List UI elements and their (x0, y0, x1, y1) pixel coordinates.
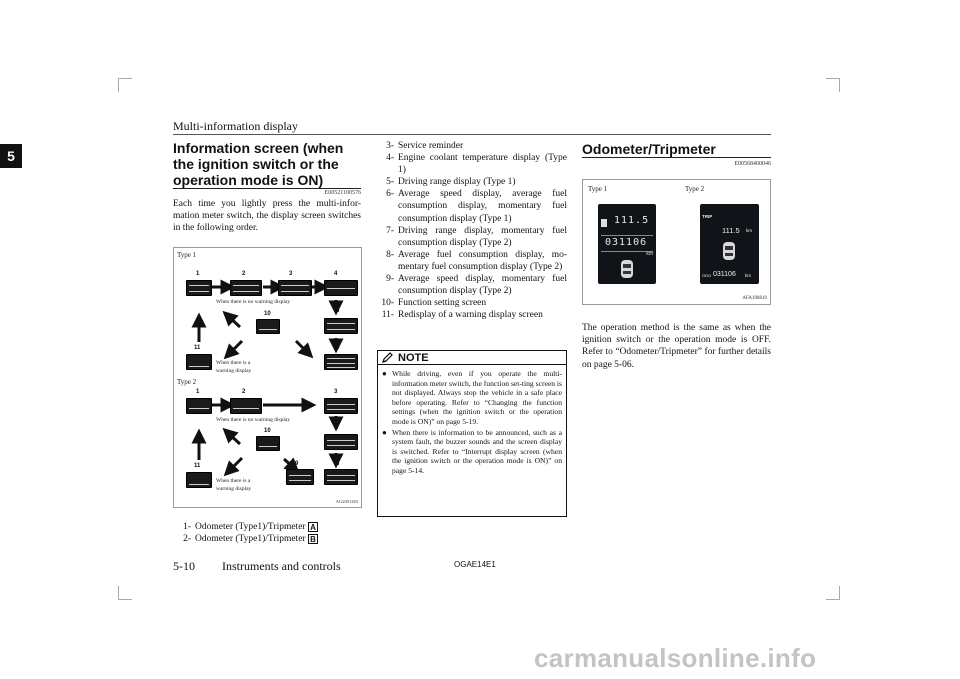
type1-label: Type 1 (177, 251, 197, 259)
caption-warning: When there is a (216, 478, 251, 484)
caption-warning: When there is a (216, 360, 251, 366)
trip-indicator-icon (601, 219, 607, 227)
chapter-tab[interactable]: 5 (0, 144, 22, 168)
crop-mark (826, 78, 840, 92)
type1-num: 1 (196, 271, 200, 277)
pencil-icon (382, 352, 394, 363)
caption-warning: warning display (216, 368, 252, 374)
tripmeter-a-icon: A (308, 522, 318, 532)
list-item: 11- Redisplay of a warning display screen (381, 310, 543, 321)
note-bullet: ● When there is information to be announced, such as a system fault, the buzzer sounds and the screen display is switched. Refer to “Interrupt display screen (when the ignition switch or the operation mode is ON)” on page 5-14. (382, 427, 562, 475)
list-item: 6- Average speed display, average fuel consumption display, momentary fuel consumption display (Type 1) (386, 189, 567, 224)
section-code: E00568400046 (734, 161, 771, 167)
tripmeter-b-icon: B (308, 534, 318, 544)
screen-average-speed-2 (286, 469, 314, 485)
screen-tripmeter-a (186, 398, 212, 414)
screen-function-settings-2 (256, 436, 280, 451)
list-item: 8- Average fuel consumption display, mo-mentary fuel consumption display (Type 2) (386, 249, 567, 272)
type1-num: 6 (336, 345, 340, 351)
type1-num: 11 (194, 345, 201, 351)
list-item: 9- Average speed display, momentary fuel consumption display (Type 2) (386, 274, 567, 297)
figure-id: AG2001283 (335, 499, 358, 504)
screen-odometer-a (186, 280, 212, 296)
type2-num: 7 (336, 425, 340, 431)
odometer-type2-screen (700, 204, 759, 284)
odometer-paragraph: The operation method is the same as when the ignition switch or the operation mode is OFF. Refer to “Odometer/Tripmeter” for further details on page 5-06. (582, 323, 771, 370)
type2-odo-unit: km (745, 273, 751, 278)
numbered-list-middle (377, 140, 567, 321)
type2-num: 8 (336, 461, 340, 467)
display-order-figure (173, 247, 362, 508)
type2-trip-value: 111.5 (722, 226, 740, 235)
crop-mark (118, 78, 132, 92)
intro-paragraph: Each time you lightly press the multi-infor-mation meter switch, the display screen switches in the following order. (173, 199, 361, 234)
type2-num: 11 (194, 463, 201, 469)
screen-driving-range (324, 318, 358, 334)
caption-warning: warning display (216, 486, 252, 492)
odometer-type1-screen (598, 204, 656, 284)
type2-unit: km (746, 228, 752, 233)
type2-num: 2 (242, 389, 246, 395)
screen-coolant-temperature (324, 280, 358, 296)
screen-average-fuel (324, 354, 358, 370)
list-item: 5- Driving range display (Type 1) (386, 177, 516, 188)
screen-function-settings (256, 319, 280, 334)
note-header (378, 351, 566, 365)
running-head: Multi-information display (173, 119, 298, 133)
crop-mark (826, 586, 840, 600)
section-code: E00521100576 (324, 190, 361, 196)
screen-service-reminder (278, 280, 312, 296)
car-icon (618, 258, 636, 280)
screen-warning-redisplay-2 (186, 472, 212, 488)
type2-num: 10 (264, 428, 271, 434)
screen-driving-range-2 (324, 434, 358, 450)
watermark: carmanualsonline.info (534, 643, 817, 673)
type2-label: Type 2 (177, 378, 197, 386)
figure-id: AFA108810 (742, 296, 767, 301)
footer-chapter-title: Instruments and controls (222, 559, 341, 573)
footer-code: OGAE14E1 (454, 560, 496, 569)
type1-unit: km (646, 251, 653, 257)
type2-odo-value: 031106 (713, 271, 736, 278)
header-rule (173, 134, 771, 135)
type1-trip-value: 111.5 (614, 215, 650, 226)
type2-num: 1 (196, 389, 200, 395)
list-item: 4- Engine coolant temperature display (Type 1) (386, 153, 567, 176)
divider (601, 251, 653, 252)
caption-no-warning: When there is no warning display (216, 299, 291, 305)
note-label: NOTE (398, 351, 429, 364)
type1-num: 4 (334, 271, 338, 277)
page-number: 5-10 (173, 559, 195, 573)
list-item: 10- Function setting screen (381, 298, 487, 309)
type2-label: Type 2 (685, 185, 705, 193)
caption-no-warning: When there is no warning display (216, 417, 291, 423)
list-item: 2- Odometer (Type1)/Tripmeter B (180, 533, 360, 545)
section-title-odometer: Odometer/Tripmeter (582, 141, 771, 158)
screen-tripmeter-b (230, 398, 262, 414)
list-item: 3- Service reminder (386, 141, 464, 151)
type1-odo-value: 031106 (605, 237, 648, 248)
type2-trip-label: TRIP (702, 214, 713, 219)
type2-odo-label: ODO (702, 273, 712, 278)
type1-num: 5 (336, 308, 340, 314)
bullet-icon: ● (382, 427, 387, 437)
section-title-information-screen: Information screen (when the ignition switch or the operation mode is ON) (173, 140, 361, 189)
screen-warning-redisplay (186, 354, 212, 370)
note-box (377, 350, 567, 517)
type1-num: 10 (264, 311, 271, 317)
screen-service-reminder-2 (324, 398, 358, 414)
crop-mark (118, 586, 132, 600)
screen-average-fuel-2 (324, 469, 358, 485)
type1-label: Type 1 (588, 185, 608, 193)
note-bullet: ● While driving, even if you operate the multi-information meter switch, the function set-ting screen is not displayed. Always stop the vehicle in a safe place before operating. Refer to “Changing the function settings (when the ignition switch or the operation mode is ON)” on page 5-19. (382, 369, 562, 426)
type1-num: 3 (289, 271, 293, 277)
odometer-figure (582, 179, 771, 305)
divider (601, 235, 653, 236)
numbered-list-left (180, 521, 360, 545)
car-icon (720, 240, 738, 262)
type1-num: 2 (242, 271, 246, 277)
list-item: 7- Driving range display, momentary fuel consumption display (Type 2) (386, 225, 567, 248)
type2-num: 9 (295, 461, 299, 467)
type2-num: 3 (334, 389, 338, 395)
list-item: 1- Odometer (Type1)/Tripmeter A (180, 521, 360, 533)
screen-odometer-b (230, 280, 262, 296)
bullet-icon: ● (382, 369, 387, 378)
